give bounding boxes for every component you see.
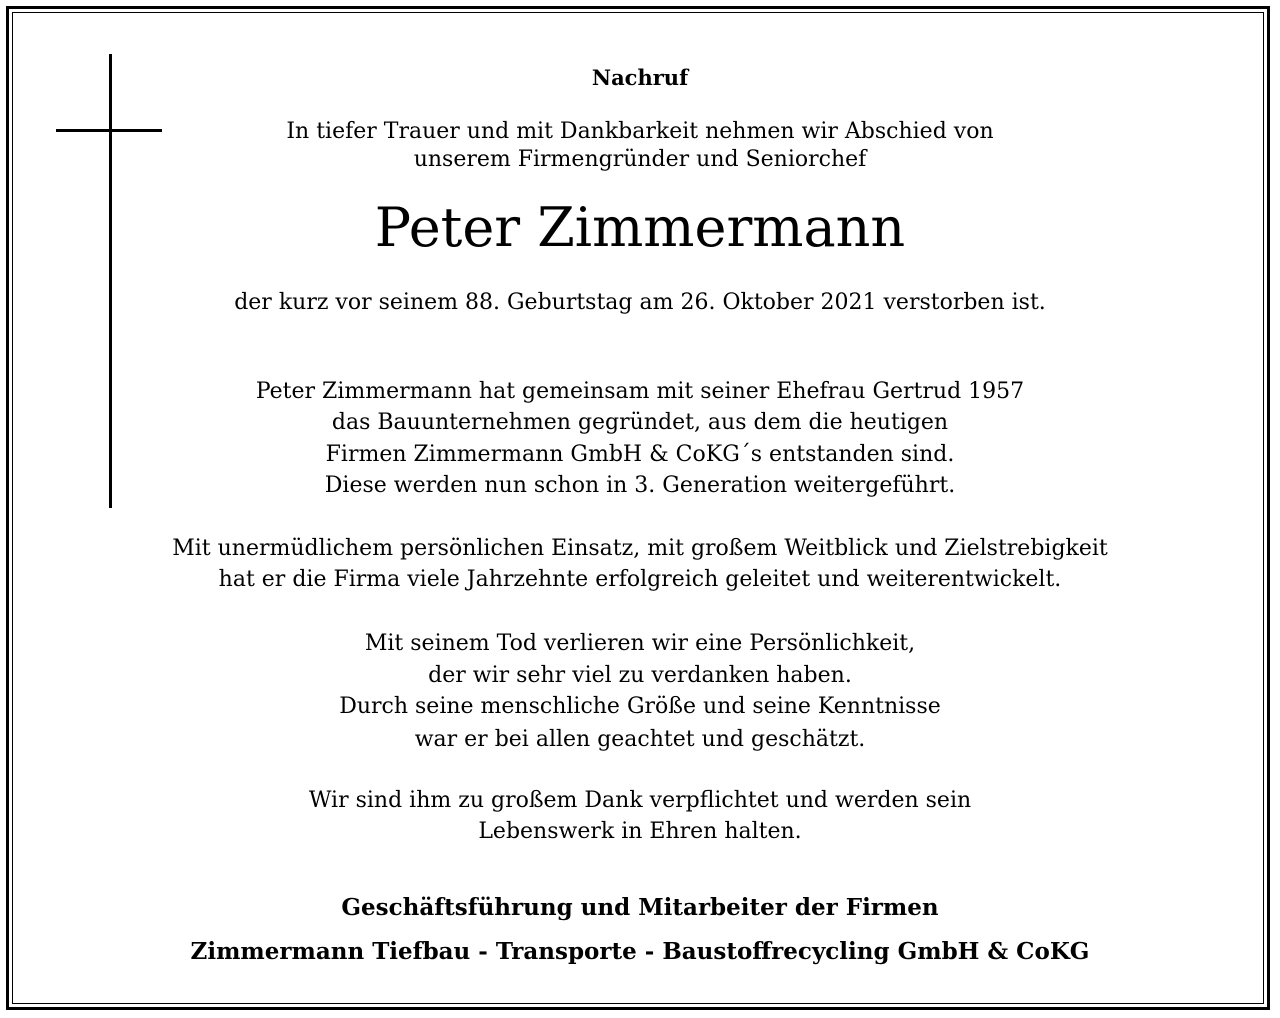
- paragraph-2-line-2: hat er die Firma viele Jahrzehnte erfolgreich geleitet und weiterentwickelt.: [218, 567, 1062, 592]
- paragraph-1-line-3: Firmen Zimmermann GmbH & CoKG´s entstanden sind.: [325, 442, 955, 467]
- paragraph-1-line-1: Peter Zimmermann hat gemeinsam mit seiner Ehefrau Gertrud 1957: [255, 379, 1025, 404]
- paragraph-4-line-2: Lebenswerk in Ehren halten.: [478, 819, 802, 844]
- paragraph-3-line-1: Mit seinem Tod verlieren wir eine Persönlichkeit,: [364, 631, 916, 656]
- notice-heading: Nachruf: [591, 65, 689, 90]
- paragraph-2-line-1: Mit unermüdlichem persönlichen Einsatz, mit großem Weitblick und Zielstrebigkeit: [172, 536, 1108, 561]
- paragraph-3-line-4: war er bei allen geachtet und geschätzt.: [414, 727, 866, 752]
- signature-line-2: Zimmermann Tiefbau - Transporte - Baustoffrecycling GmbH & CoKG: [190, 938, 1090, 965]
- paragraph-4-line-1: Wir sind ihm zu großem Dank verpflichtet und werden sein: [308, 788, 972, 813]
- deceased-name: Peter Zimmermann: [374, 196, 906, 259]
- paragraph-1-line-2: das Bauunternehmen gegründet, aus dem die heutigen: [331, 410, 949, 435]
- paragraph-1-line-4: Diese werden nun schon in 3. Generation weitergeführt.: [324, 473, 956, 498]
- paragraph-3-line-2: der wir sehr viel zu verdanken haben.: [428, 663, 852, 688]
- paragraph-3-line-3: Durch seine menschliche Größe und seine Kenntnisse: [339, 694, 941, 719]
- death-line: der kurz vor seinem 88. Geburtstag am 26. Oktober 2021 verstorben ist.: [234, 290, 1046, 315]
- intro-line-2: unserem Firmengründer und Seniorchef: [413, 147, 867, 172]
- intro-line-1: In tiefer Trauer und mit Dankbarkeit nehmen wir Abschied von: [286, 119, 994, 144]
- signature-line-1: Geschäftsführung und Mitarbeiter der Firmen: [341, 894, 939, 921]
